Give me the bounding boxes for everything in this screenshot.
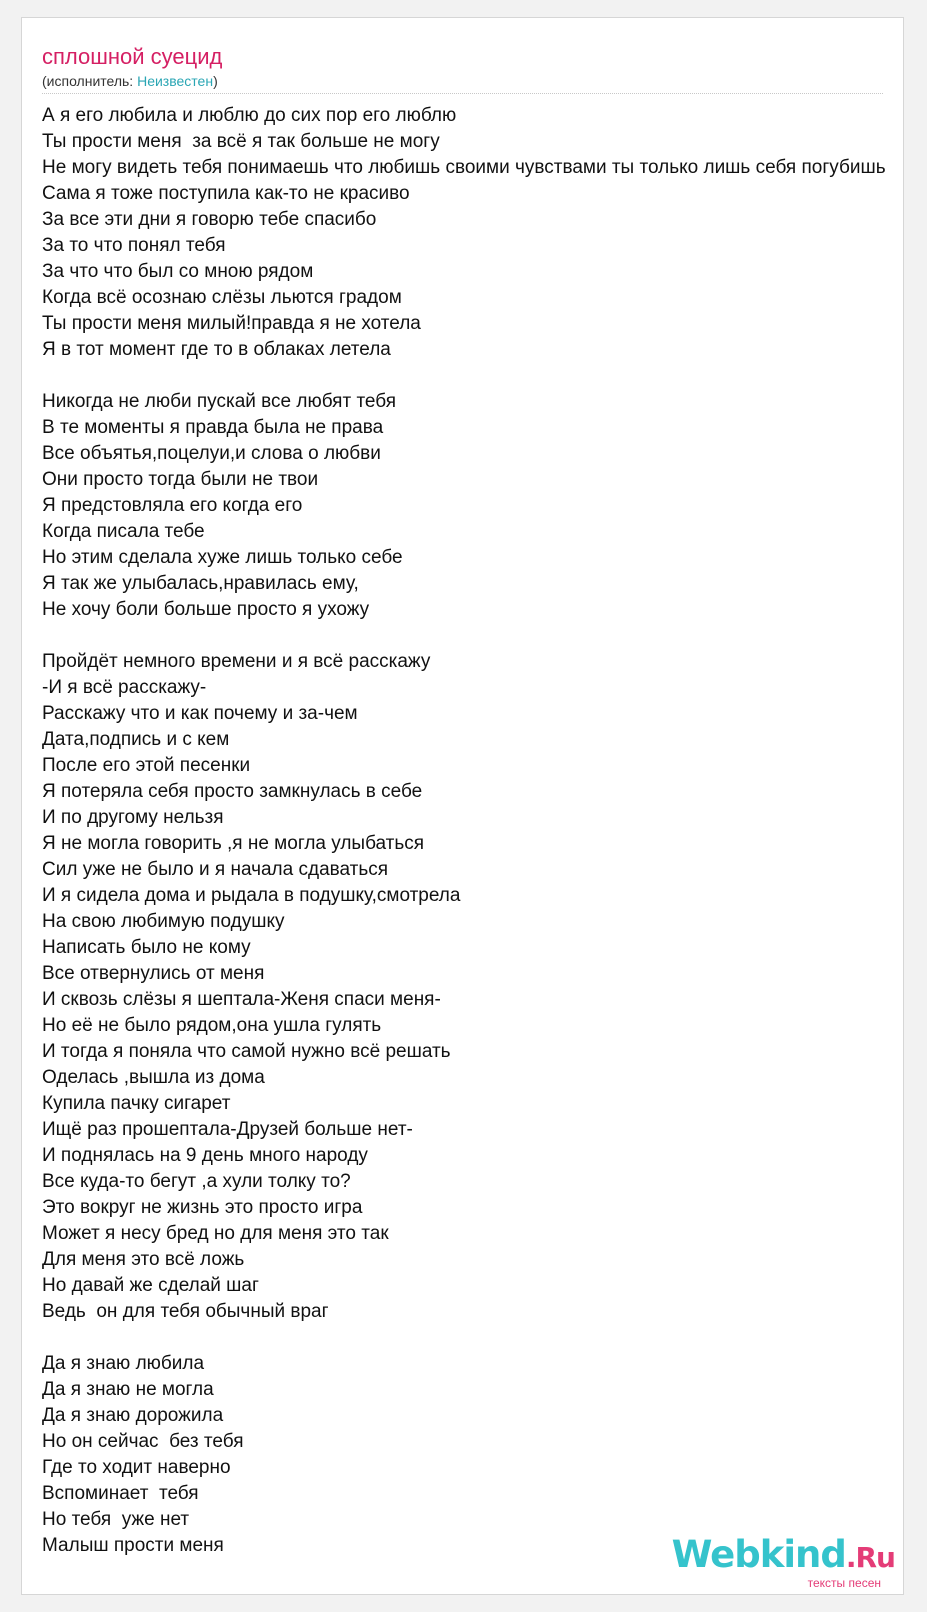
- site-logo[interactable]: [671, 1533, 895, 1590]
- lyric-line: А я его любила и люблю до сих пор его люблю: [42, 105, 457, 126]
- lyric-line: Оделась ,вышла из дома: [42, 1067, 265, 1088]
- lyric-line: Все объятья,поцелуи,и слова о любви: [42, 443, 381, 464]
- lyric-line: Где то ходит наверно: [42, 1457, 231, 1478]
- song-title: сплошной суецид: [42, 44, 223, 69]
- lyric-line: И по другому нельзя: [42, 807, 224, 828]
- lyric-line: За то что понял тебя: [42, 235, 226, 256]
- lyric-line: Я так же улыбалась,нравилась ему,: [42, 573, 359, 594]
- lyrics-text: [42, 103, 904, 1559]
- lyric-line: Я не могла говорить ,я не могла улыбаться: [42, 833, 425, 854]
- lyric-line: Малыш прости меня: [42, 1535, 224, 1556]
- lyric-line: Но этим сделала хуже лишь только себе: [42, 547, 403, 568]
- lyric-line: Но давай же сделай шаг: [42, 1275, 259, 1296]
- lyric-line: Когда всё осознаю слёзы льются градом: [42, 287, 402, 308]
- lyric-line: За что что был со мною рядом: [42, 261, 314, 282]
- lyric-line: Дата,подпись и с кем: [42, 729, 230, 750]
- lyric-line: Да я знаю любила: [42, 1353, 205, 1374]
- lyric-line: И я сидела дома и рыдала в подушку,смотрела: [42, 885, 461, 906]
- lyric-line: Но тебя уже нет: [42, 1509, 190, 1530]
- lyric-line: Сама я тоже поступила как-то не красиво: [42, 183, 410, 204]
- title-divider: [42, 93, 883, 94]
- lyric-line: И поднялась на 9 день много народу: [42, 1145, 368, 1166]
- lyric-line: Купила пачку сигарет: [42, 1093, 231, 1114]
- lyric-line: Не хочу боли больше просто я ухожу: [42, 599, 370, 620]
- logo-tagline: тексты песен: [807, 1576, 881, 1590]
- lyric-line: -И я всё расскажу-: [42, 677, 207, 698]
- logo-wordmark: Webkind: [671, 1533, 846, 1576]
- lyric-line: Ищё раз прошептала-Друзей больше нет-: [42, 1119, 413, 1140]
- lyric-line: На свою любимую подушку: [42, 911, 285, 932]
- lyric-line: Ведь он для тебя обычный враг: [42, 1301, 329, 1322]
- lyric-line: Расскажу что и как почему и за-чем: [42, 703, 358, 724]
- lyrics-card: [21, 17, 904, 1595]
- lyric-line: В те моменты я правда была не права: [42, 417, 384, 438]
- logo-domain: .Ru: [845, 1541, 895, 1574]
- lyric-line: Когда писала тебе: [42, 521, 205, 542]
- lyric-line: И тогда я поняла что самой нужно всё решать: [42, 1041, 451, 1062]
- artist-line: [42, 72, 218, 90]
- lyric-line: Для меня это всё ложь: [42, 1249, 245, 1270]
- lyric-line: Вспоминает тебя: [42, 1483, 199, 1504]
- lyric-line: Я в тот момент где то в облаках летела: [42, 339, 391, 360]
- stanza-break: [42, 1325, 904, 1351]
- artist-link[interactable]: Неизвестен: [137, 73, 214, 89]
- lyric-line: Да я знаю не могла: [42, 1379, 214, 1400]
- lyric-line: Не могу видеть тебя понимаешь что любишь своими чувствами ты только лишь себя погубишь: [42, 157, 886, 178]
- lyric-line: После его этой песенки: [42, 755, 251, 776]
- lyric-line: Все отвернулись от меня: [42, 963, 265, 984]
- lyric-line: За все эти дни я говорю тебе спасибо: [42, 209, 377, 230]
- stanza-break: [42, 363, 904, 389]
- lyric-line: Никогда не люби пускай все любят тебя: [42, 391, 397, 412]
- lyric-line: Может я несу бред но для меня это так: [42, 1223, 389, 1244]
- lyric-line: Я потеряла себя просто замкнулась в себе: [42, 781, 423, 802]
- lyric-line: Все куда-то бегут ,а хули толку то?: [42, 1171, 351, 1192]
- lyric-line: Написать было не кому: [42, 937, 251, 958]
- lyric-line: Пройдёт немного времени и я всё расскажу: [42, 651, 431, 672]
- lyric-line: Это вокруг не жизнь это просто игра: [42, 1197, 363, 1218]
- lyric-line: И сквозь слёзы я шептала-Женя спаси меня-: [42, 989, 441, 1010]
- lyric-line: Ты прости меня за всё я так больше не могу: [42, 131, 440, 152]
- lyric-line: Ты прости меня милый!правда я не хотела: [42, 313, 421, 334]
- lyric-line: Но её не было рядом,она ушла гулять: [42, 1015, 382, 1036]
- artist-suffix: ): [213, 73, 218, 89]
- lyric-line: Я предстовляла его когда его: [42, 495, 303, 516]
- lyric-line: Да я знаю дорожила: [42, 1405, 224, 1426]
- artist-prefix: (исполнитель:: [42, 73, 138, 89]
- lyric-line: Но он сейчас без тебя: [42, 1431, 244, 1452]
- stanza-break: [42, 623, 904, 649]
- lyric-line: Сил уже не было и я начала сдаваться: [42, 859, 389, 880]
- lyric-line: Они просто тогда были не твои: [42, 469, 319, 490]
